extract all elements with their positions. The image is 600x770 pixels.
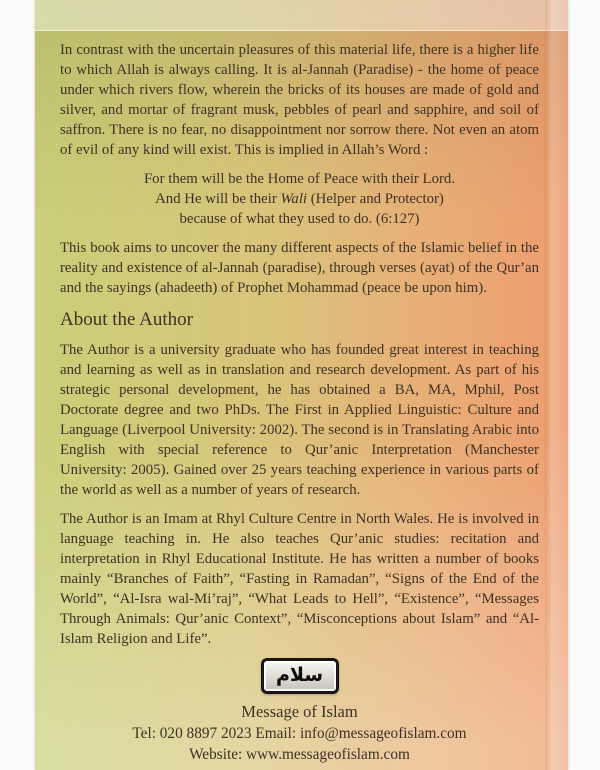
intro-paragraph: In contrast with the uncertain pleasures of this material life, there is a higher life to which Allah is always calling. It is al-Jannah (Paradise) - the home of peace under which rivers flow, wherein the bricks of its houses are made of gold and silver, and mortar of fragrant musk, pebbles of pearl and sapphire, and soil of saffron. There is no fear, no disappointment nor sorrow there. Not even an atom of evil of any kind will exist. This is implied in Allah’s Word : bbox=[60, 42, 539, 158]
cover-content bbox=[60, 40, 539, 765]
organization-name: Message of Islam bbox=[241, 702, 358, 721]
publisher-footer bbox=[60, 658, 539, 765]
book-back-cover bbox=[35, 0, 568, 770]
quote-line-2-after: (Helper and Protector) bbox=[307, 191, 444, 207]
quran-quote bbox=[60, 169, 539, 229]
quote-line-2-before: And He will be their bbox=[155, 191, 281, 207]
cover-right-crease bbox=[545, 0, 568, 770]
about-author-heading: About the Author bbox=[60, 309, 193, 330]
contact-line: Tel: 020 8897 2023 Email: info@messageofislam.com bbox=[132, 725, 467, 742]
website-line: Website: www.messageofislam.com bbox=[189, 746, 410, 763]
quote-wali-italic: Wali bbox=[280, 191, 308, 207]
author-bio-paragraph-2: The Author is an Imam at Rhyl Culture Centre in North Wales. He is involved in language teaching in. He also teaches Qur’anic studies: recitation and interpretation in Rhyl Educational Institute. He has written a number of books mainly “Branches of Faith”, “Fasting in Ramadan”, “Signs of the End of the World”, “Al-Isra wal-Mi’raj”, “What Leads to Hell”, “Existence”, “Messages Through Animals: Qur’anic Context”, “Misconceptions about Islam” and “Al-Islam Religion and Life”. bbox=[60, 511, 539, 647]
quote-line-3: because of what they used to do. (6:127) bbox=[179, 211, 420, 227]
quote-line-1: For them will be the Home of Peace with their Lord. bbox=[143, 171, 456, 187]
book-description-paragraph: This book aims to uncover the many different aspects of the Islamic belief in the reality and existence of al-Jannah (paradise), through verses (ayat) of the Qur’an and the sayings (ahadeeth) of Prophet Mohammad (peace be upon him). bbox=[60, 240, 539, 296]
author-bio-paragraph-1: The Author is a university graduate who has founded great interest in teaching and learning as well as in translation and research development. As part of his strategic personal development, he has obtained a BA, MA, Mphil, Post Doctorate degree and two PhDs. The First in Applied Linguistic: Culture and Language (Liverpool University: 2002). The second is in Translating Arabic into English with special reference to Qur’anic Interpretation (Manchester University: 2005). Gained over 25 years teaching experience in various parts of the world as well as a number of years of research. bbox=[60, 342, 539, 498]
quote-line-2 bbox=[60, 189, 539, 209]
cover-top-edge-highlight bbox=[35, 0, 568, 31]
salam-logo bbox=[261, 658, 339, 694]
salam-logo-arabic-text: سلام bbox=[275, 664, 324, 686]
